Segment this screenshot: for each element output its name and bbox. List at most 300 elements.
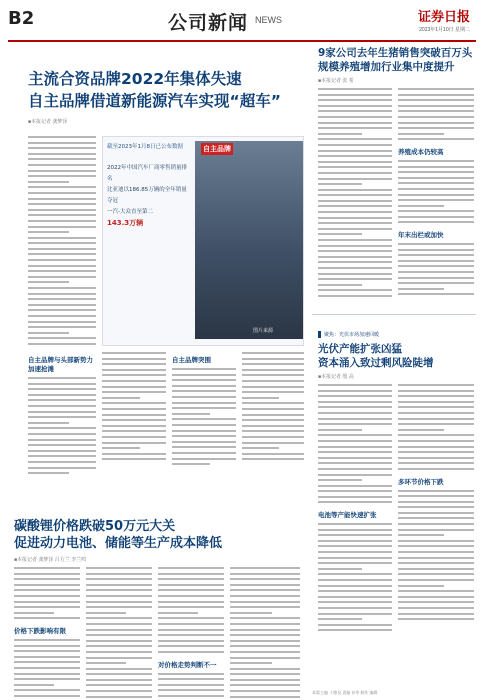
left-column [8, 46, 304, 669]
text-line [158, 623, 224, 625]
text-line [86, 595, 152, 597]
text-line [86, 584, 152, 586]
text-line [318, 474, 392, 476]
second-subhead: 价格下跌影响有限 [14, 626, 66, 635]
text-line [158, 589, 224, 591]
text-line [28, 220, 96, 222]
text-line [14, 567, 80, 569]
text-line [318, 579, 392, 581]
pig-headline-line2[interactable]: 规模养殖增加行业集中度提升 [318, 61, 455, 73]
text-line [318, 390, 392, 392]
text-line [398, 490, 474, 492]
text-line [102, 391, 166, 393]
text-line [318, 423, 392, 425]
text-line [28, 181, 69, 183]
text-line [158, 573, 224, 575]
text-line [158, 584, 224, 586]
text-line [242, 458, 304, 460]
text-line [158, 673, 224, 675]
text-line [318, 406, 392, 408]
text-line [28, 281, 69, 283]
text-line [318, 440, 392, 442]
text-line [86, 668, 152, 670]
text-line [318, 166, 392, 168]
text-line [398, 138, 474, 140]
text-line [28, 337, 96, 339]
text-line [242, 447, 279, 449]
text-line [318, 150, 392, 152]
infographic-line2: 比亚迪以186.85万辆的全年销量夺冠 [107, 187, 187, 204]
page-footer: 本版主编 于德良 责编 孙华 制作 编辑 [312, 690, 378, 695]
text-line [318, 534, 392, 536]
lead-subhead-b: 自主品牌突围 [172, 356, 211, 364]
car-photo-label: 自主品牌 [203, 145, 231, 153]
solar-subhead: 电池等产能快速扩张 [318, 511, 377, 520]
car-photo [195, 141, 303, 339]
text-line [230, 679, 300, 681]
text-line [398, 557, 474, 559]
text-line [398, 596, 474, 598]
text-line [318, 485, 392, 487]
text-line [398, 523, 474, 525]
text-line [230, 573, 300, 575]
text-line [230, 696, 300, 698]
text-line [86, 690, 152, 692]
lead-text-col4 [242, 352, 304, 464]
text-line [158, 695, 224, 697]
text-line [398, 551, 474, 553]
text-line [318, 501, 392, 503]
text-line [86, 617, 152, 619]
text-line [318, 116, 392, 118]
text-line [102, 436, 166, 438]
text-line [230, 640, 300, 642]
text-line [28, 231, 69, 233]
text-line [158, 612, 198, 614]
text-line [398, 110, 474, 112]
text-line [230, 623, 300, 625]
text-line [230, 657, 300, 659]
text-line [398, 105, 474, 107]
text-line [86, 651, 152, 653]
text-line [318, 557, 392, 559]
text-line [318, 122, 392, 124]
lead-headline-line2[interactable]: 自主品牌借道新能源汽车实现“超车” [28, 92, 281, 110]
top-rule [8, 40, 476, 42]
text-line [102, 374, 166, 376]
text-line [318, 562, 392, 564]
text-line [230, 578, 300, 580]
solar-headline[interactable] [312, 342, 476, 370]
text-line [86, 623, 152, 625]
text-line [318, 189, 392, 191]
text-line [172, 418, 236, 420]
text-line [242, 408, 304, 410]
pig-byline: ■本报记者 张 希 [318, 78, 354, 84]
text-line [398, 418, 474, 420]
text-line [14, 661, 80, 663]
text-line [242, 425, 304, 427]
text-line [398, 412, 474, 414]
text-line [28, 439, 96, 441]
text-line [230, 673, 300, 675]
text-line [318, 429, 362, 431]
text-line [318, 273, 392, 275]
text-line [28, 242, 96, 244]
text-line [14, 617, 80, 619]
pig-headline[interactable] [312, 46, 476, 74]
text-line [398, 260, 474, 262]
text-line [318, 434, 392, 436]
text-line [318, 211, 392, 213]
lead-text-col1b [28, 352, 96, 478]
text-line [86, 645, 152, 647]
text-line [318, 479, 362, 481]
text-line [28, 198, 96, 200]
text-line [28, 214, 96, 216]
text-line [102, 430, 166, 432]
text-line [28, 450, 96, 452]
text-line [28, 164, 96, 166]
text-line [318, 88, 392, 90]
second-body [8, 567, 304, 700]
text-line [86, 696, 152, 698]
text-line [86, 567, 152, 569]
section-name: 公司新闻 [168, 12, 249, 34]
text-line [398, 88, 474, 90]
second-byline: ■本报记者 龚梦泽 吕方兰 李兰鸣 [14, 557, 87, 563]
text-line [172, 374, 236, 376]
text-line [172, 446, 236, 448]
text-line [242, 436, 304, 438]
infographic [102, 136, 304, 346]
text-line [398, 601, 474, 603]
text-line [28, 343, 96, 345]
text-line [28, 416, 96, 418]
text-line [318, 183, 362, 185]
text-line [242, 430, 304, 432]
text-line [398, 590, 474, 592]
text-line [318, 573, 392, 575]
text-line [398, 613, 474, 615]
text-line [172, 441, 236, 443]
text-line [398, 271, 474, 273]
text-line [318, 110, 392, 112]
text-line [398, 607, 474, 609]
text-line [242, 374, 304, 376]
text-line [230, 684, 300, 686]
text-line [398, 468, 474, 470]
second-headline-line2[interactable]: 促进动力电池、储能等生产成本降低 [14, 536, 223, 551]
text-line [28, 332, 69, 334]
lead-headline[interactable] [8, 68, 304, 112]
text-line [102, 380, 166, 382]
text-line [172, 435, 236, 437]
text-line [102, 408, 166, 410]
text-line [318, 94, 392, 96]
text-line [230, 567, 300, 569]
text-line [28, 405, 96, 407]
text-line [398, 188, 474, 190]
text-line [158, 651, 224, 653]
text-line [14, 689, 80, 691]
text-line [398, 127, 474, 129]
text-line [102, 442, 166, 444]
text-line [318, 607, 392, 609]
text-line [398, 133, 444, 135]
text-line [172, 368, 236, 370]
text-line [28, 186, 96, 188]
solar-headline-line2[interactable]: 资本涌入致过剩风险陡增 [318, 357, 434, 369]
text-line [242, 352, 304, 354]
text-line [172, 430, 236, 432]
text-line [318, 446, 392, 448]
text-line [28, 315, 96, 317]
text-line [28, 237, 96, 239]
text-line [398, 249, 474, 251]
text-line [172, 413, 210, 415]
text-line [14, 612, 54, 614]
text-line [158, 629, 224, 631]
text-line [172, 452, 236, 454]
text-line [158, 645, 224, 647]
second-headline[interactable] [8, 518, 304, 552]
text-line [172, 407, 236, 409]
text-line [398, 395, 474, 397]
text-line [102, 453, 166, 455]
text-line [242, 402, 304, 404]
text-line [28, 265, 96, 267]
text-line [318, 529, 392, 531]
text-line [398, 277, 474, 279]
text-line [158, 684, 224, 686]
lead-text-col2 [102, 352, 166, 464]
pig-headline-line1[interactable]: 9家公司去年生猪销售突破百万头 [318, 47, 473, 59]
text-line [318, 585, 392, 587]
text-line [14, 695, 80, 697]
text-line [230, 690, 300, 692]
text-line [86, 629, 152, 631]
lead-subhead-a: 自主品牌与头部新势力加速抢滩 [28, 356, 93, 373]
text-line [398, 390, 474, 392]
text-line [398, 501, 474, 503]
section-divider [312, 314, 476, 315]
text-line [242, 358, 304, 360]
text-line [398, 440, 474, 442]
text-line [28, 326, 96, 328]
text-line [158, 601, 224, 603]
text-line [398, 573, 474, 575]
text-line [28, 422, 69, 424]
lead-text-col1 [28, 136, 96, 349]
text-line [318, 99, 392, 101]
text-line [398, 265, 474, 267]
text-line [318, 295, 392, 297]
text-line [318, 457, 392, 459]
text-line [14, 639, 80, 641]
text-line [318, 462, 392, 464]
photo-credit: 图片来源 [253, 328, 274, 334]
text-line [230, 606, 300, 608]
text-line [398, 221, 474, 223]
text-line [398, 177, 474, 179]
text-line [318, 496, 392, 498]
text-line [318, 540, 392, 542]
second-headline-line1[interactable]: 碳酸锂价格跌破50万元大关 [14, 519, 176, 534]
text-line [14, 601, 80, 603]
text-line [318, 545, 392, 547]
text-line [28, 170, 96, 172]
text-line [398, 166, 474, 168]
solar-col1 [318, 384, 392, 635]
text-line [86, 662, 126, 664]
lead-headline-line1[interactable]: 主流合资品牌2022年集体失速 [28, 70, 242, 88]
text-line [158, 617, 224, 619]
text-line [86, 612, 126, 614]
text-line [28, 304, 96, 306]
text-line [102, 352, 166, 354]
text-line [318, 245, 392, 247]
text-line [398, 116, 474, 118]
text-line [28, 136, 96, 138]
text-line [398, 568, 474, 570]
text-line [86, 673, 152, 675]
text-line [172, 396, 236, 398]
text-line [230, 662, 272, 664]
text-line [86, 684, 152, 686]
text-line [398, 495, 474, 497]
text-line [318, 418, 392, 420]
text-line [318, 138, 392, 140]
text-line [242, 453, 304, 455]
text-line [28, 209, 96, 211]
text-line [318, 161, 392, 163]
text-line [28, 472, 69, 474]
text-line [28, 158, 96, 160]
text-line [172, 463, 210, 465]
second-col2 [86, 567, 152, 700]
text-line [398, 429, 444, 431]
second-col4 [230, 567, 300, 700]
text-line [318, 490, 392, 492]
pig-col1 [318, 88, 392, 301]
text-line [14, 595, 80, 597]
text-line [86, 634, 152, 636]
text-line [28, 259, 96, 261]
text-line [318, 256, 392, 258]
text-line [28, 293, 96, 295]
section-en: NEWS [255, 15, 282, 25]
text-line [28, 309, 96, 311]
text-line [318, 551, 392, 553]
solar-headline-line1[interactable]: 光伏产能扩张凶猛 [318, 343, 402, 355]
text-line [28, 411, 96, 413]
solar-byline: ■本报记者 殷 高 [318, 374, 354, 380]
text-line [86, 679, 152, 681]
text-line [28, 287, 96, 289]
text-line [102, 419, 166, 421]
text-line [318, 284, 362, 286]
text-line [318, 523, 392, 525]
text-line [398, 457, 474, 459]
text-line [398, 122, 474, 124]
text-line [398, 585, 444, 587]
text-line [28, 192, 96, 194]
text-line [28, 388, 96, 390]
text-line [14, 673, 80, 675]
text-line [28, 153, 96, 155]
second-col1 [14, 567, 80, 700]
text-line [318, 200, 392, 202]
pig-subhead: 养殖成本仍较高 [398, 147, 444, 156]
text-line [102, 397, 140, 399]
text-line [28, 383, 96, 385]
text-line [14, 667, 80, 669]
lead-byline: ■本报记者 龚梦泽 [28, 119, 68, 125]
text-line [14, 678, 80, 680]
text-line [398, 288, 444, 290]
text-line [158, 640, 224, 642]
text-line [28, 175, 96, 177]
text-line [318, 178, 392, 180]
solar-subhead2: 多环节价格下跌 [398, 477, 444, 486]
text-line [230, 629, 300, 631]
text-line [158, 689, 224, 691]
text-line [14, 584, 80, 586]
lead-text-col3 [172, 352, 236, 469]
text-line [398, 216, 474, 218]
text-line [158, 578, 224, 580]
text-line [230, 601, 300, 603]
text-line [28, 377, 96, 379]
text-line [172, 390, 236, 392]
text-line [158, 595, 224, 597]
text-line [242, 414, 304, 416]
text-line [318, 596, 392, 598]
infographic-title: 截至2023年1月8日已公布数据 [107, 144, 183, 150]
text-line [28, 444, 96, 446]
text-line [398, 210, 474, 212]
text-line [398, 205, 444, 207]
text-line [28, 253, 96, 255]
lead-body [8, 136, 304, 466]
text-line [318, 172, 392, 174]
infographic-text [107, 163, 191, 229]
text-line [230, 617, 300, 619]
masthead [8, 6, 476, 40]
text-line [102, 369, 166, 371]
text-line [318, 395, 392, 397]
text-line [28, 248, 96, 250]
second-subhead2: 对价格走势判断不一 [158, 660, 217, 669]
text-line [230, 589, 300, 591]
text-line [230, 645, 300, 647]
text-line [28, 455, 96, 457]
text-line [242, 397, 279, 399]
text-line [318, 601, 392, 603]
text-line [158, 678, 224, 680]
solar-tag: 聚焦：光伏市场加速回暖 [318, 331, 379, 338]
text-line [242, 363, 304, 365]
text-line [102, 402, 166, 404]
text-line [398, 282, 474, 284]
text-line [28, 321, 96, 323]
text-line [398, 406, 474, 408]
text-line [318, 401, 392, 403]
text-line [14, 606, 80, 608]
text-line [158, 567, 224, 569]
text-line [398, 182, 474, 184]
